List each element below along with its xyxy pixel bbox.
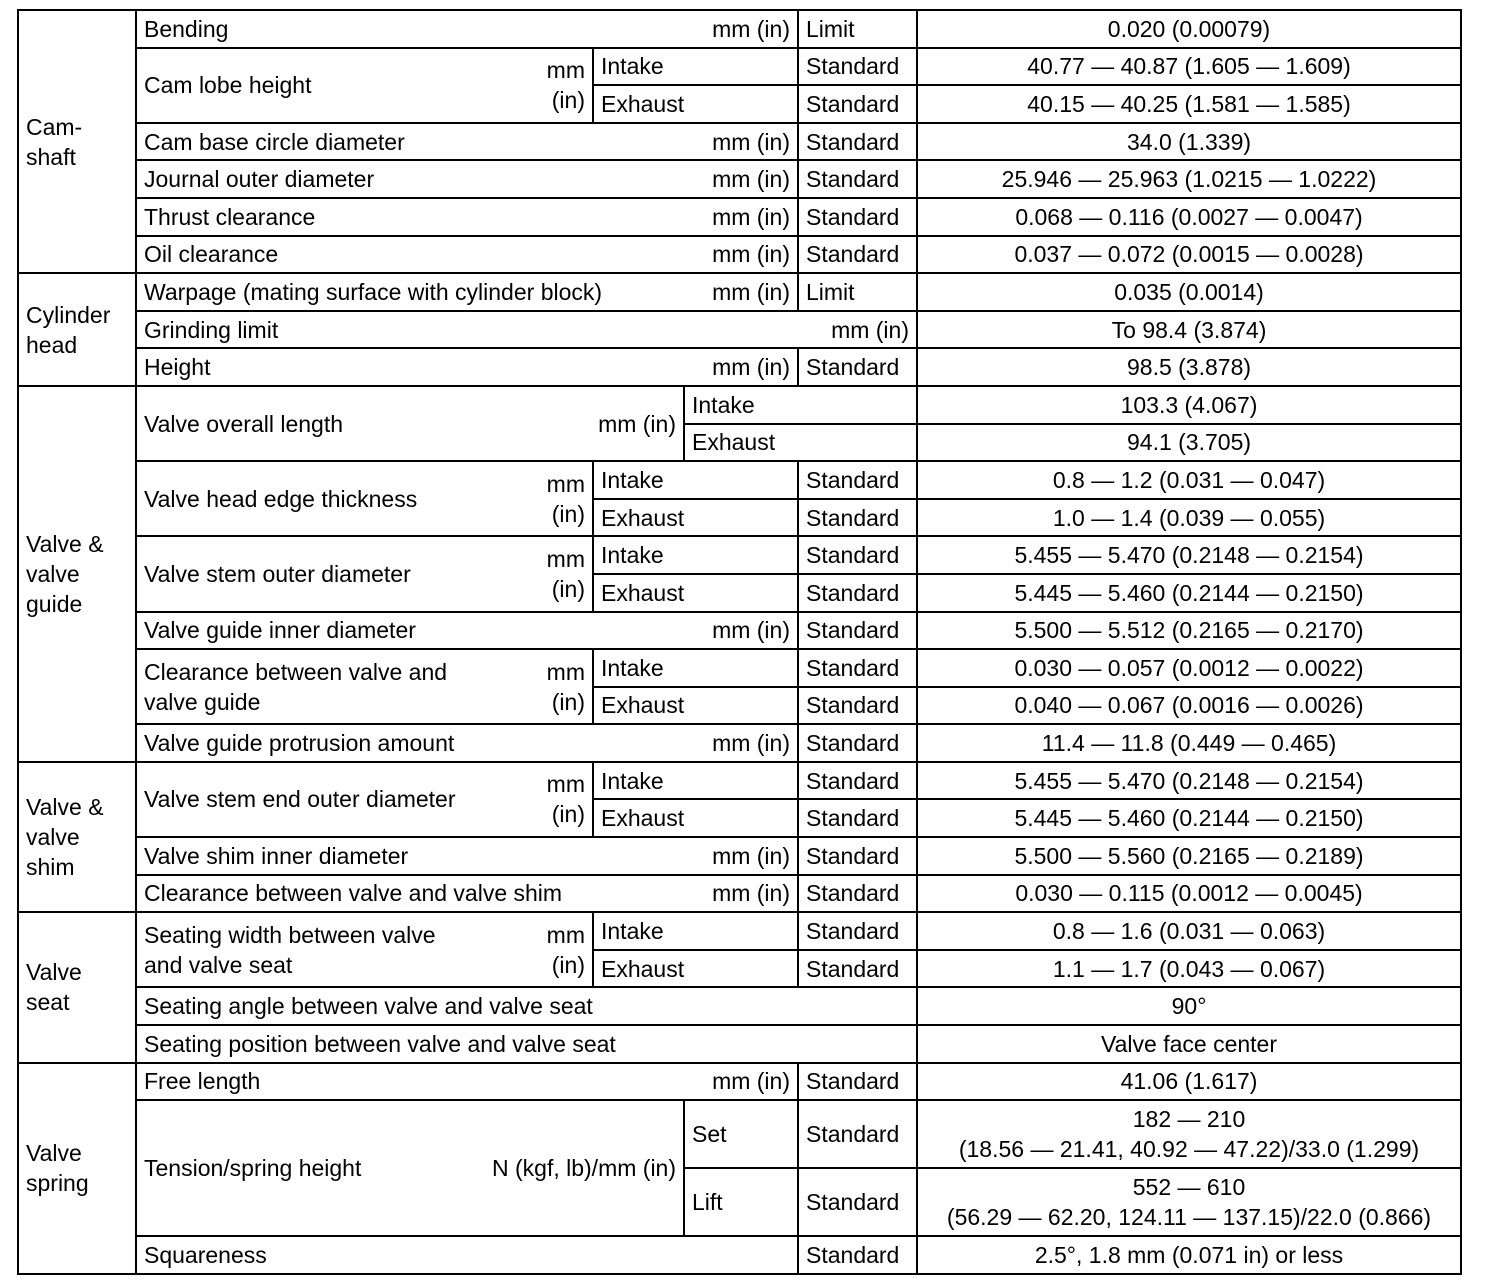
item-cell: Seating position between valve and valve seat bbox=[136, 1025, 917, 1063]
value-cell: To 98.4 (3.874) bbox=[917, 311, 1461, 349]
sub-exhaust: Exhaust bbox=[593, 574, 798, 612]
item-cell: Tension/spring height N (kgf, lb)/mm (in) bbox=[136, 1100, 684, 1236]
value-cell: 2.5°, 1.8 mm (0.071 in) or less bbox=[917, 1236, 1461, 1274]
type-cell: Standard bbox=[798, 536, 917, 574]
sub-exhaust: Exhaust bbox=[684, 424, 917, 462]
table-row bbox=[18, 1236, 1461, 1274]
type-cell: Standard bbox=[798, 1100, 917, 1168]
sub-exhaust: Exhaust bbox=[593, 499, 798, 537]
type-cell: Standard bbox=[798, 461, 917, 499]
item-cell: Bending mm (in) bbox=[136, 10, 798, 48]
type-cell: Standard bbox=[798, 837, 917, 875]
section-camshaft: Cam- shaft bbox=[18, 10, 136, 273]
item-cell: Warpage (mating surface with cylinder block) mm (in) bbox=[136, 273, 798, 311]
item-cell: Free length mm (in) bbox=[136, 1063, 798, 1101]
value-cell: 5.445 — 5.460 (0.2144 — 0.2150) bbox=[917, 799, 1461, 837]
value-cell: 11.4 — 11.8 (0.449 — 0.465) bbox=[917, 724, 1461, 762]
item-cell: Height mm (in) bbox=[136, 348, 798, 386]
table-row bbox=[18, 48, 1461, 86]
sub-intake: Intake bbox=[593, 912, 798, 950]
type-cell: Standard bbox=[798, 1063, 917, 1101]
table-row bbox=[18, 236, 1461, 274]
value-cell: 5.500 — 5.560 (0.2165 — 0.2189) bbox=[917, 837, 1461, 875]
value-cell: 1.0 — 1.4 (0.039 — 0.055) bbox=[917, 499, 1461, 537]
sub-intake: Intake bbox=[593, 48, 798, 86]
table-row bbox=[18, 123, 1461, 161]
table-row bbox=[18, 837, 1461, 875]
value-cell: 0.030 — 0.057 (0.0012 — 0.0022) bbox=[917, 649, 1461, 687]
type-cell: Standard bbox=[798, 875, 917, 913]
type-cell: Standard bbox=[798, 1236, 917, 1274]
table-row bbox=[18, 348, 1461, 386]
sub-intake: Intake bbox=[684, 386, 917, 424]
value-cell: 103.3 (4.067) bbox=[917, 386, 1461, 424]
value-cell: 90° bbox=[917, 987, 1461, 1025]
value-cell: Valve face center bbox=[917, 1025, 1461, 1063]
type-cell: Standard bbox=[798, 160, 917, 198]
item-cell: Valve head edge thickness mm (in) bbox=[136, 461, 593, 536]
type-cell: Standard bbox=[798, 724, 917, 762]
type-cell: Standard bbox=[798, 1168, 917, 1236]
type-cell: Standard bbox=[798, 574, 917, 612]
item-cell: Clearance between valve and valve shim mm (in) bbox=[136, 875, 798, 913]
table-row bbox=[18, 10, 1461, 48]
item-cell: Cam base circle diameter mm (in) bbox=[136, 123, 798, 161]
value-cell: 0.040 — 0.067 (0.0016 — 0.0026) bbox=[917, 687, 1461, 725]
table-row bbox=[18, 273, 1461, 311]
item-cell: Valve stem outer diameter mm (in) bbox=[136, 536, 593, 611]
section-valve-spring: Valve spring bbox=[18, 1063, 136, 1274]
value-cell: 94.1 (3.705) bbox=[917, 424, 1461, 462]
type-cell: Standard bbox=[798, 48, 917, 86]
value-cell: 552 — 610 (56.29 — 62.20, 124.11 — 137.15)/22.0 (0.866) bbox=[917, 1168, 1461, 1236]
sub-lift: Lift bbox=[684, 1168, 798, 1236]
item-cell: Seating angle between valve and valve seat bbox=[136, 987, 917, 1025]
table-row bbox=[18, 461, 1461, 499]
value-cell: 0.037 — 0.072 (0.0015 — 0.0028) bbox=[917, 236, 1461, 274]
sub-exhaust: Exhaust bbox=[593, 85, 798, 123]
item-cell: Clearance between valve and valve guide mm (in) bbox=[136, 649, 593, 724]
table-row bbox=[18, 649, 1461, 687]
type-cell: Standard bbox=[798, 762, 917, 800]
type-cell: Standard bbox=[798, 236, 917, 274]
table-row bbox=[18, 612, 1461, 650]
item-cell: Seating width between valve and valve seat mm (in) bbox=[136, 912, 593, 987]
type-cell: Standard bbox=[798, 612, 917, 650]
spec-table bbox=[17, 9, 1462, 1275]
section-valve-seat: Valve seat bbox=[18, 912, 136, 1062]
table-row bbox=[18, 198, 1461, 236]
sub-set: Set bbox=[684, 1100, 798, 1168]
value-cell: 0.8 — 1.6 (0.031 — 0.063) bbox=[917, 912, 1461, 950]
sub-intake: Intake bbox=[593, 536, 798, 574]
table-row bbox=[18, 536, 1461, 574]
table-row bbox=[18, 386, 1461, 424]
section-valve-guide: Valve & valve guide bbox=[18, 386, 136, 762]
table-row bbox=[18, 1100, 1461, 1168]
section-valve-shim: Valve & valve shim bbox=[18, 762, 136, 912]
sub-exhaust: Exhaust bbox=[593, 950, 798, 988]
table-row bbox=[18, 311, 1461, 349]
table-row bbox=[18, 160, 1461, 198]
section-cylinder-head: Cylinder head bbox=[18, 273, 136, 386]
table-row bbox=[18, 875, 1461, 913]
sub-intake: Intake bbox=[593, 762, 798, 800]
value-cell: 98.5 (3.878) bbox=[917, 348, 1461, 386]
item-cell: Valve overall length mm (in) bbox=[136, 386, 684, 461]
value-cell: 0.030 — 0.115 (0.0012 — 0.0045) bbox=[917, 875, 1461, 913]
table-row bbox=[18, 724, 1461, 762]
table-row bbox=[18, 762, 1461, 800]
type-cell: Standard bbox=[798, 123, 917, 161]
type-cell: Standard bbox=[798, 348, 917, 386]
value-cell: 40.77 — 40.87 (1.605 — 1.609) bbox=[917, 48, 1461, 86]
item-cell: Valve stem end outer diameter mm (in) bbox=[136, 762, 593, 837]
sub-intake: Intake bbox=[593, 461, 798, 499]
type-cell: Limit bbox=[798, 273, 917, 311]
value-cell: 1.1 — 1.7 (0.043 — 0.067) bbox=[917, 950, 1461, 988]
item-cell: Squareness bbox=[136, 1236, 798, 1274]
item-cell: Valve shim inner diameter mm (in) bbox=[136, 837, 798, 875]
table-row bbox=[18, 1025, 1461, 1063]
value-cell: 5.455 — 5.470 (0.2148 — 0.2154) bbox=[917, 762, 1461, 800]
sub-exhaust: Exhaust bbox=[593, 799, 798, 837]
type-cell: Standard bbox=[798, 687, 917, 725]
item-cell: Cam lobe height mm (in) bbox=[136, 48, 593, 123]
value-cell: 0.068 — 0.116 (0.0027 — 0.0047) bbox=[917, 198, 1461, 236]
value-cell: 5.500 — 5.512 (0.2165 — 0.2170) bbox=[917, 612, 1461, 650]
value-cell: 0.020 (0.00079) bbox=[917, 10, 1461, 48]
type-cell: Limit bbox=[798, 10, 917, 48]
item-cell: Valve guide protrusion amount mm (in) bbox=[136, 724, 798, 762]
item-cell: Oil clearance mm (in) bbox=[136, 236, 798, 274]
value-cell: 34.0 (1.339) bbox=[917, 123, 1461, 161]
value-cell: 5.445 — 5.460 (0.2144 — 0.2150) bbox=[917, 574, 1461, 612]
type-cell: Standard bbox=[798, 198, 917, 236]
type-cell: Standard bbox=[798, 649, 917, 687]
sub-exhaust: Exhaust bbox=[593, 687, 798, 725]
value-cell: 5.455 — 5.470 (0.2148 — 0.2154) bbox=[917, 536, 1461, 574]
type-cell: Standard bbox=[798, 85, 917, 123]
value-cell: 40.15 — 40.25 (1.581 — 1.585) bbox=[917, 85, 1461, 123]
value-cell: 0.8 — 1.2 (0.031 — 0.047) bbox=[917, 461, 1461, 499]
table-row bbox=[18, 912, 1461, 950]
table-row bbox=[18, 1063, 1461, 1101]
item-cell: Valve guide inner diameter mm (in) bbox=[136, 612, 798, 650]
value-cell: 182 — 210 (18.56 — 21.41, 40.92 — 47.22)/33.0 (1.299) bbox=[917, 1100, 1461, 1168]
type-cell: Standard bbox=[798, 499, 917, 537]
type-cell: Standard bbox=[798, 912, 917, 950]
item-cell: Grinding limit mm (in) bbox=[136, 311, 917, 349]
type-cell: Standard bbox=[798, 950, 917, 988]
value-cell: 25.946 — 25.963 (1.0215 — 1.0222) bbox=[917, 160, 1461, 198]
value-cell: 0.035 (0.0014) bbox=[917, 273, 1461, 311]
value-cell: 41.06 (1.617) bbox=[917, 1063, 1461, 1101]
type-cell: Standard bbox=[798, 799, 917, 837]
table-row bbox=[18, 987, 1461, 1025]
item-cell: Journal outer diameter mm (in) bbox=[136, 160, 798, 198]
item-cell: Thrust clearance mm (in) bbox=[136, 198, 798, 236]
sub-intake: Intake bbox=[593, 649, 798, 687]
